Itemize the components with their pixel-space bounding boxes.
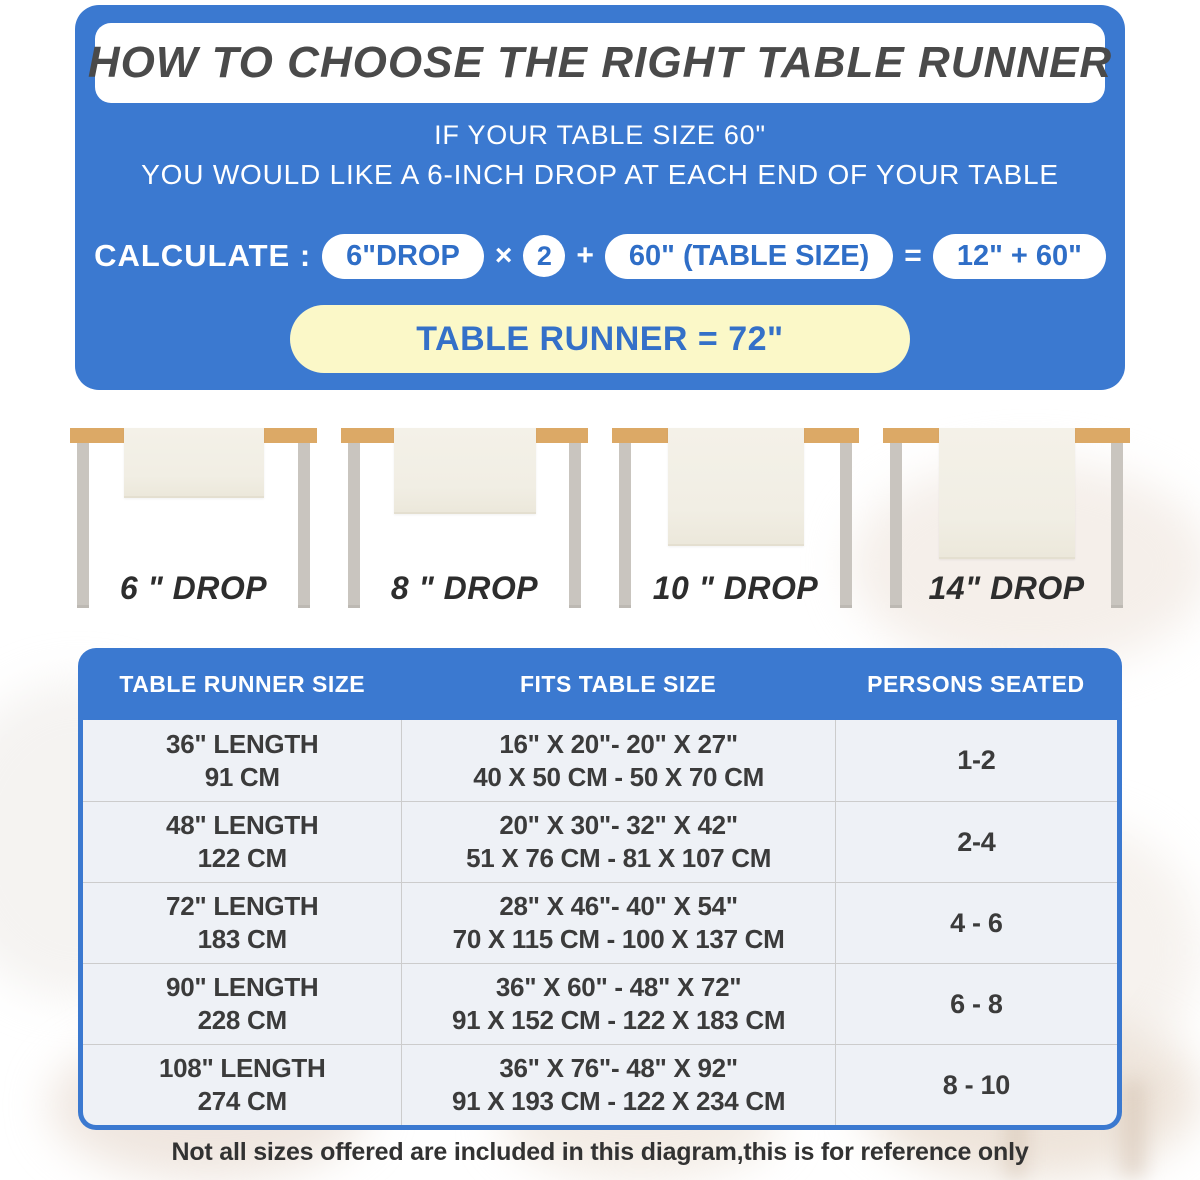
sum-pill: 12" + 60"	[933, 234, 1106, 279]
fits-cm: 40 X 50 CM - 50 X 70 CM	[473, 761, 764, 792]
cell-runner-size	[83, 1045, 401, 1125]
fits-cm: 91 X 152 CM - 122 X 183 CM	[451, 1005, 786, 1035]
runner-size-inches: 36" LENGTH	[166, 728, 319, 759]
cell-runner-size	[83, 883, 401, 963]
cell-persons: 2-4	[835, 802, 1117, 882]
table-row	[83, 882, 1117, 963]
drop-examples-row	[70, 428, 1130, 618]
drop-label: 14" DROP	[928, 570, 1085, 606]
cell-fits	[401, 883, 834, 963]
fits-cm: 70 X 115 CM - 100 X 137 CM	[452, 924, 785, 954]
runner-size-cm: 122 CM	[197, 843, 287, 873]
fits-inches: 28" X 46"- 40" X 54"	[499, 891, 738, 921]
table-runner-cloth	[124, 428, 264, 498]
table-row	[83, 963, 1117, 1044]
table-runner-cloth	[939, 428, 1075, 559]
fits-inches: 20" X 30"- 32" X 42"	[499, 810, 738, 840]
drop-label: 10 " DROP	[652, 570, 819, 606]
plus-sign: +	[576, 239, 594, 272]
cell-runner-size	[83, 802, 401, 882]
drop-value-pill: 6"DROP	[322, 234, 484, 279]
size-table-body	[83, 720, 1117, 1125]
drop-example-figure-8	[341, 428, 588, 613]
table-runner-cloth	[394, 428, 536, 514]
fits-inches: 36" X 60" - 48" X 72"	[495, 972, 742, 1002]
calculate-label: CALCULATE :	[94, 238, 312, 273]
cell-runner-size	[83, 720, 401, 801]
runner-size-cm: 228 CM	[197, 1005, 287, 1035]
drop-label: 6 " DROP	[119, 570, 268, 606]
runner-size-cm: 183 CM	[197, 924, 287, 954]
runner-size-inches: 108" LENGTH	[158, 1053, 326, 1083]
cell-persons: 4 - 6	[835, 883, 1117, 963]
drop-label: 8 " DROP	[390, 570, 539, 606]
fits-inches: 16" X 20"- 20" X 27"	[499, 728, 738, 759]
subtitle-line-2: YOU WOULD LIKE A 6-INCH DROP AT EACH END OF YOUR TABLE	[141, 159, 1059, 190]
cell-fits	[401, 1045, 834, 1125]
equals-sign: =	[904, 239, 922, 272]
table-row	[83, 720, 1117, 801]
runner-size-inches: 72" LENGTH	[166, 891, 319, 921]
header-cell-persons: PERSONS SEATED	[867, 670, 1085, 697]
drop-example-figure-14	[883, 428, 1130, 613]
page-title: HOW TO CHOOSE THE RIGHT TABLE RUNNER	[87, 38, 1113, 87]
cell-persons: 1-2	[835, 720, 1117, 801]
title-box	[87, 23, 1113, 103]
footer-note: Not all sizes offered are included in this diagram,this is for reference only	[171, 1138, 1029, 1166]
table-row	[83, 1044, 1117, 1125]
header-cell-runner-size: TABLE RUNNER SIZE	[119, 670, 366, 697]
cell-persons: 8 - 10	[835, 1045, 1117, 1125]
factor-circle: 2	[523, 235, 565, 277]
fits-cm: 91 X 193 CM - 122 X 234 CM	[451, 1086, 786, 1116]
fits-cm: 51 X 76 CM - 81 X 107 CM	[466, 843, 772, 873]
cell-fits	[401, 802, 834, 882]
size-table-panel	[78, 648, 1122, 1130]
fits-inches: 36" X 76"- 48" X 92"	[499, 1053, 738, 1083]
result-pill: TABLE RUNNER = 72"	[290, 305, 910, 373]
drop-example-figure-6	[70, 428, 317, 613]
table-row	[83, 801, 1117, 882]
cell-persons: 6 - 8	[835, 964, 1117, 1044]
subtitle-line-1: IF YOUR TABLE SIZE 60"	[434, 120, 766, 150]
drop-example-figure-10	[612, 428, 859, 613]
cell-runner-size	[83, 964, 401, 1044]
table-size-pill: 60" (TABLE SIZE)	[605, 234, 893, 279]
runner-size-cm: 274 CM	[197, 1086, 287, 1116]
cell-fits	[401, 720, 834, 801]
runner-size-inches: 90" LENGTH	[166, 972, 319, 1002]
table-runner-cloth	[668, 428, 804, 546]
cell-fits	[401, 964, 834, 1044]
runner-size-cm: 91 CM	[204, 761, 280, 792]
runner-size-inches: 48" LENGTH	[166, 810, 319, 840]
header-cell-fits: FITS TABLE SIZE	[519, 670, 717, 697]
multiply-sign: ×	[494, 239, 513, 272]
size-table-header	[83, 648, 1117, 720]
calculate-row	[75, 229, 1125, 283]
header-panel	[75, 5, 1125, 390]
